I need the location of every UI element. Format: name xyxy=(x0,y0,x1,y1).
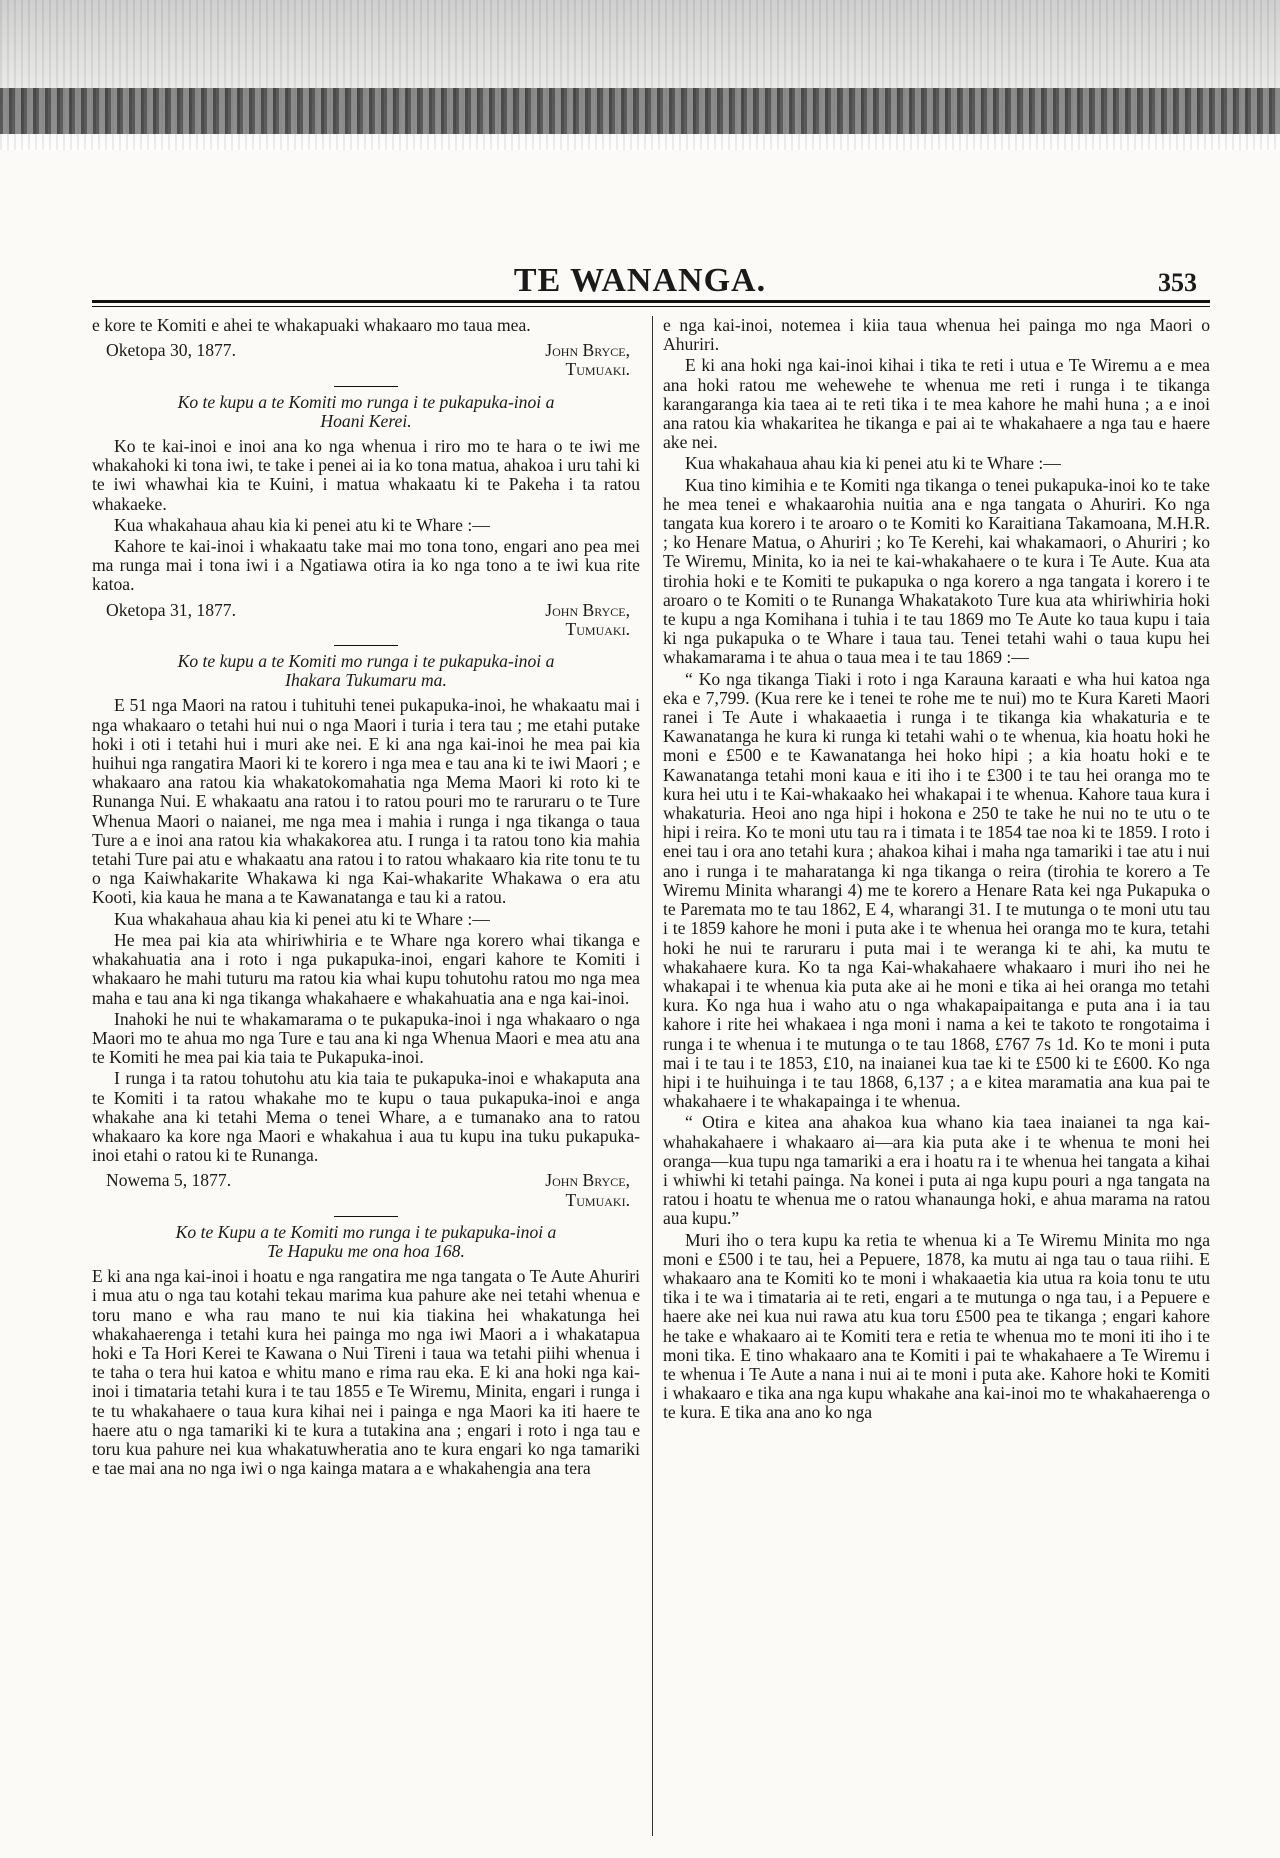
paragraph: Kua whakahaua ahau kia ki penei atu ki te Whare :— xyxy=(114,514,490,535)
signature-block xyxy=(92,1171,640,1209)
page-title: TE WANANGA. xyxy=(513,262,767,299)
signature-name xyxy=(526,341,640,379)
scan-header-noise xyxy=(0,0,1280,150)
heading-line: Ko te Kupu a te Komiti mo runga i te pukapuka-inoi a xyxy=(175,1221,557,1242)
header-rule-thin xyxy=(92,306,1210,307)
signature-title: Tumuaki. xyxy=(565,359,630,380)
section-rule xyxy=(334,386,398,387)
signature-date: Oketopa 31, 1877. xyxy=(106,599,236,620)
signature-title: Tumuaki. xyxy=(565,618,630,639)
signature-title: Tumuaki. xyxy=(565,1189,630,1210)
paragraph: Kua tino kimihia e te Komiti nga tikanga o tenei pukapuka-inoi ko te take he mea tenei e whakaarohia nuitia ana e nga tangata o Ahuriri. Ko nga tangata kua korero i te aroaro o te Komiti ko Karaitiana Takamoana, M.H.R. ; ko Henare Matua, o Ahuriri ; ko Te Kerehi, kai whakamaori, o Ahuriri ; ko Te Wiremu, Minita, ko ia nei te kai-whakahaere o te kura i Te Aute. Kua ata tirohia hoki e te Komiti te pukapuka o nga korero a nga tangata i korero i te aroaro o te Komiti o te Runanga Whakatakoto Ture kua ata whiriwhiria hoki te kupu a nga Komihana i tuhia i te tau 1869 mo Te Aute ko taua kupu i taia ki nga pukapuka o te Whare i taua tau. Tenei tetahi wahi o taua kupu hei whakamarama i te ahua o taua mea i te tau 1869 :— xyxy=(663,474,1210,668)
paragraph: E ki ana hoki nga kai-inoi kihai i tika te reti i utua e Te Wiremu a e mea ana hoki ratou me wehewehe te whenua me reti i runga i te tikanga karangaranga kia taea ai te reti tika i te mea kahore he mahi huna ; a e inoi ana ratou kia whakaritea he tikanga e pai ai te whakahaere a nga tau e haere ake nei. xyxy=(663,355,1210,453)
section-rule xyxy=(334,645,398,646)
header-rule-thick xyxy=(92,300,1210,303)
heading-line: Ko te kupu a te Komiti mo runga i te pukapuka-inoi a xyxy=(177,391,555,412)
right-column xyxy=(663,316,1210,1425)
section-heading xyxy=(102,393,630,431)
heading-line: Ihakara Tukumaru ma. xyxy=(285,670,447,691)
paragraph: Ko te kai-inoi e inoi ana ko nga whenua i riro mo te hara o te iwi me whakahoki ki tona iwi, te take i penei ai ia ko tona matua, ahakoa i uru tahi ki te iwi whawhai kia te Kuini, i matua whakaatu ki te Pakeha i ta ratou whakaeke. xyxy=(92,436,640,514)
heading-line: Te Hapuku me ona hoa 168. xyxy=(267,1240,465,1261)
paragraph: Kua whakahaua ahau kia ki penei atu ki te Whare :— xyxy=(685,453,1061,474)
heading-line: Hoani Kerei. xyxy=(320,410,412,431)
signature-block xyxy=(92,341,640,379)
paragraph: He mea pai kia ata whiriwhiria e te Whare nga korero whai tikanga e whakahuatia ana i roto i nga pukapuka-inoi, engari kahore te Komiti i whakaaro he mahi tuturu ma ratou kia whai kupu tohutohu ratou mo nga mea maha e tau ana ki nga tikanga whakahaere e whakahuatia ana e nga kai-inoi. xyxy=(92,929,640,1008)
paragraph: Muri iho o tera kupu ka retia te whenua ki a Te Wiremu Minita mo nga moni e £500 i te tau, hei a Pepuere, 1878, ka mutu ai nga tau o taua riihi. E whakaaro ana te Komiti ko te moni i whakaaetia kia utua ra koia tonu te utu tika i te wa i timataria ai te reti, engari a te mutunga o nga tau, i a Pepuere e haere ake nei kua nui rawa atu kua toru £500 pea te tikanga ; engari kahore he take e whakaaro ai te Komiti tera e retia te whenua mo te moni iti iho i te moni tika. E tino whakaaro ana te Komiti i pai te whakahaere a Te Wiremu i te whenua i Te Aute a nana i nui ai te moni i puta ake. Kahore hoki te Komiti i whakaaro e tika ana nga kupu whakahe ana kai-inoi mo te whakahaerenga o te kura. E tika ana ano ko nga xyxy=(663,1229,1210,1423)
signature-block xyxy=(92,601,640,639)
quoted-paragraph: “ Otira e kitea ana ahakoa kua whano kia taea inaianei ta nga kai-whahakahaere i whakaaro ai—ara kia puta ake i te whenua te moni hei oranga—kua tupu nga tamariki a era i hoatu ra i te whenua hei tangata a kihai i whiwhi ki tetahi painga. Na konei i puta ai nga kupu pouri a nga tangata na ratou i hoatu te whenua me o ratou whanaunga hoki, e ahua marama na ratou aua kupu.” xyxy=(663,1112,1210,1229)
paragraph: I runga i ta ratou tohutohu atu kia taia te pukapuka-inoi e whakaputa ana te Komiti i ta ratou whakahe mo te kupu o taua pukapuka-inoi e anga whakahe ana ki tetahi Mema o tenei Whare, a e tumanako ana to ratou whakaaro ka kore nga Maori e whakahua i aua tu kupu ina tuku pukapuka-inoi etahi o ratou ki te Runanga. xyxy=(92,1068,640,1166)
paragraph: e kore te Komiti e ahei te whakapuaki whakaaro mo taua mea. xyxy=(92,315,531,335)
paragraph: Kahore te kai-inoi i whakaatu take mai mo tona tono, engari ano pea mei ma runga mai i tona iwi i a Ngatiawa otira ia ko nga tono a te iwi kua rite katoa. xyxy=(92,536,640,595)
paragraph: Inahoki he nui te whakamarama o te pukapuka-inoi i nga whakaaro o nga Maori mo te ahua mo nga Ture e tau ana ki nga Whenua Maori e mea atu ana te Komiti he mea pai kia taia te Pukapuka-inoi. xyxy=(92,1008,640,1068)
signature-date: Oketopa 30, 1877. xyxy=(106,340,236,361)
paragraph: Kua whakahaua ahau kia ki penei atu ki te Whare :— xyxy=(114,908,490,929)
section-heading xyxy=(102,652,630,690)
signature-name xyxy=(526,601,640,639)
quoted-paragraph: “ Ko nga tikanga Tiaki i roto i nga Karauna karaati e wha hui katoa nga eka e 7,799. (Kua rere ke i tenei te rohe me te nui) mo te Kura Kareti Maori ranei i Te Aute i whakaaetia i runga i te tikanga kia whakaturia e te Kawanatanga he kura ki runga ki tetahi wahi o te whenua, kia hoatu hoki he moni e £500 e te Kawanatanga hei hoko hipi ; a kia hoatu hoki e te Kawanatanga tetahi moni kaua e iti iho i te £300 i te tau hei oranga mo te kura hei utu i te Kai-whakaako hei whakapai i te whenua. Kahore taua kura i whakaturia. Heoi ano nga hipi i hokona e 250 te take he nui no te utu o te hipi i reira. Ko te moni utu tau ra i timata i te 1854 tae noa ki te 1859. I roto i enei tau i ora ano tetahi kura ; ahakoa kihai i maha nga tamariki i tae atu i nui ano i runga i te maharatanga ki nga tikanga o reira (tirohia te korero a Te Wiremu Minita wharangi 4) me te korero a Henare Rata kei nga Pukapuka o te Paremata mo te tau 1862, E 4, wharangi 31. I te mutunga o te moni utu tau i te 1859 kahore he moni i puta ake i te whenua hei oranga mo te kura, tetahi hoki he nui te raruraru i puta mai i te weranga ki te ahi, ka mutu te whakahaere kura. Ko ta nga Kai-whakahaere whakaaro i muri iho nei he whakapai i te whenua kia puta ake ai he moni e tika ai hei oranga mo tetahi kura. Ko nga hua i waho atu o nga whakapaipaitanga e puta ana i ia tau kahore i rite hei whakaea i nga moni i nama a kei te takoto te rongotaima i runga i te whenua i te mutunga o te tau 1868, £767 7s 1d. Ko te moni i puta mai i te tau i te 1853, £10, na inaianei kua tae ki te £500 ki te £600. Ko nga hipi i te huihuinga i te tau 1868, 6,137 ; a e kitea maramatia ana kua pai te whakahaere i te whakapainga i te whenua. xyxy=(663,668,1210,1112)
signature-name xyxy=(526,1171,640,1209)
signature-name-text: John Bryce, xyxy=(545,340,630,361)
page-number: 353 xyxy=(1158,268,1197,297)
signature-date: Nowema 5, 1877. xyxy=(106,1170,232,1191)
left-column xyxy=(92,316,640,1480)
section-heading xyxy=(102,1223,630,1261)
column-divider xyxy=(652,316,653,1836)
paragraph: E ki ana nga kai-inoi i hoatu e nga rangatira me nga tangata o Te Aute Ahuriri i mua atu o nga tau kotahi tekau marima kua pahure ake nei tetahi whenua e toru mano e wha rau mano te nui kia tiakina hei whakatunga hei whakahaerenga i tetahi kura hei painga mo nga iwi Maori a i whakatapua hoki e Ta Hori Kerei te Kawana o Nui Tireni i taua wa tetahi piihi whenua i te taha o tera hui katoa e whitu mano e rima rau eka. E ki ana hoki nga kai-inoi i timataria tetahi kura i te tau 1855 e Te Wiremu, Minita, engari i runga i te tu whakahaere o taua kura kihai nei i painga e nga Maori ka iti haere te haere atu o nga tamariki ki te kura a tutakina ana ; engari i roto i nga tau e toru kua pahure nei kua whakatuwheratia ano te kura engari ko nga tamariki e tae mai ana no nga iwi o nga kainga matara a e whakahengia ana tera xyxy=(92,1266,640,1479)
scan-dark-band xyxy=(0,88,1280,134)
signature-name-text: John Bryce, xyxy=(545,599,630,620)
heading-line: Ko te kupu a te Komiti mo runga i te pukapuka-inoi a xyxy=(177,651,555,672)
paragraph: e nga kai-inoi, notemea i kiia taua whenua hei painga mo nga Maori o Ahuriri. xyxy=(663,315,1210,355)
section-rule xyxy=(334,1216,398,1217)
paragraph: E 51 nga Maori na ratou i tuhituhi tenei pukapuka-inoi, he whakaatu mai i nga whakaaro o tetahi hui nui o nga Maori i turia i tera tau ; me etahi putake hoki i oti i tetahi hui i muri ake nei. E ki ana nga kai-inoi he mea pai kia huihui nga rangatira Maori ki te korero i nga mea e tau ana ki te iwi Maori ; e whakaaro ana ratou kia whakatokomahatia nga Mema Maori ki roto ki te Runanga Nui. E whakaatu ana ratou i to ratou pouri mo te raruraru o te Ture Whenua Maori o naianei, me nga mea i mahia i runga i nga tikanga o taua Ture a e inoi ana ratou kia whakakorea atu. I runga i ta ratou tono kia mahia tetahi Ture pai atu e whakaatu ana ratou i to ratou whakaaro kia rite tonu te tu o nga Kaiwhakarite Whakawa ki nga Kai-whakarite Whakawa o era atu Kooti, kia kaua he mana a te Kawanatanga e tau ki a ratou. xyxy=(92,695,640,908)
signature-name-text: John Bryce, xyxy=(545,1170,630,1191)
